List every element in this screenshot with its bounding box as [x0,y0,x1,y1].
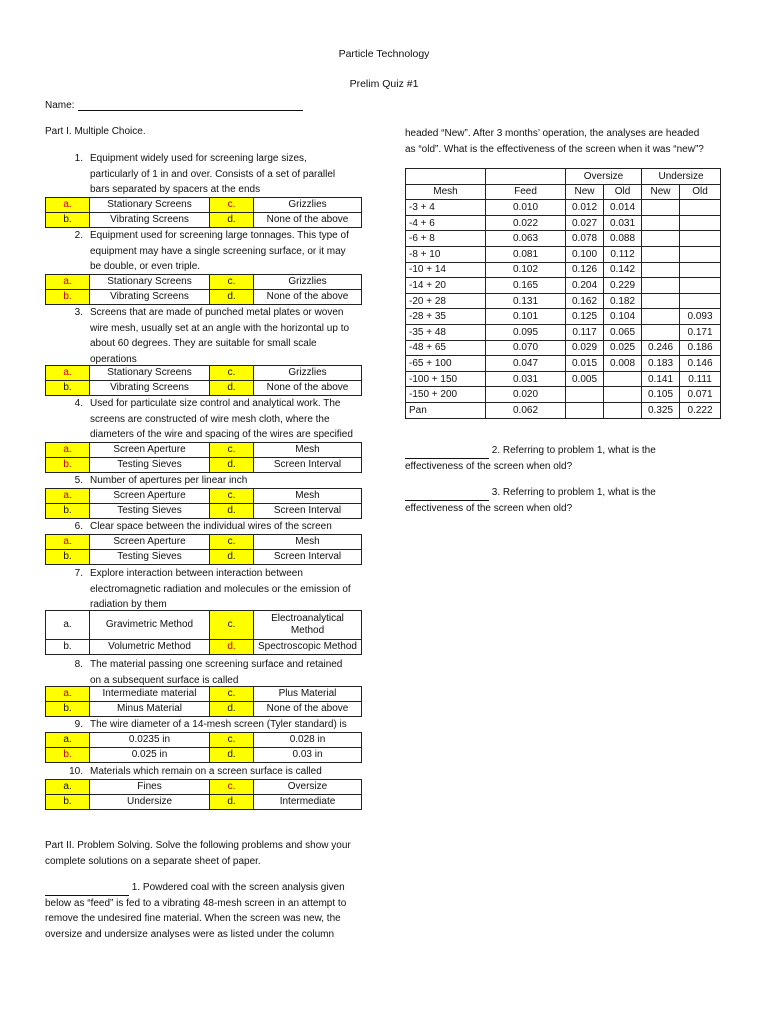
table-row [406,340,721,356]
undersize-new-header: New [642,184,680,200]
option-a[interactable]: a. [46,780,90,795]
option-d[interactable]: d. [210,795,254,810]
mesh-cell: -6 + 8 [406,231,486,247]
question-7: 7. Explore interaction between interaction between electromagnetic radiation and molecules or the emission of radiation by them [74,568,351,610]
value-cell: 0.229 [604,278,642,294]
mesh-cell: -48 + 65 [406,340,486,356]
option-c[interactable]: c. [210,535,254,550]
option-b[interactable]: b. [46,748,90,763]
value-cell: 0.065 [604,324,642,340]
option-a-text: Screen Aperture [90,489,210,504]
question-4-options [45,442,362,473]
option-b[interactable]: b. [46,381,90,396]
answer-blank-1[interactable] [45,885,129,896]
option-c[interactable]: c. [210,489,254,504]
answer-blank-3[interactable] [405,490,489,501]
question-9: 9. The wire diameter of a 14-mesh screen (Tyler standard) is [74,719,347,730]
mesh-cell: -14 + 20 [406,278,486,294]
value-cell: 0.022 [486,215,566,231]
option-c-text: Mesh [254,489,362,504]
problem-1-continued: headed “New”. After 3 months’ operation, the analyses are headed as “old”. What is the effectiveness of the screen when it was “new”? [405,128,704,155]
question-2-options [45,274,362,305]
option-a[interactable]: a. [46,687,90,702]
value-cell [680,215,721,231]
value-cell: 0.088 [604,231,642,247]
mesh-cell: -65 + 100 [406,356,486,372]
option-d-text: Intermediate [254,795,362,810]
value-cell: 0.125 [566,309,604,325]
table-row [406,246,721,262]
value-cell [680,278,721,294]
question-5: 5. Number of apertures per linear inch [74,475,248,486]
option-c-text: Grizzlies [254,275,362,290]
option-d[interactable]: d. [210,381,254,396]
value-cell: 0.025 [604,340,642,356]
table-row [406,262,721,278]
option-c[interactable]: c. [210,780,254,795]
table-column-header-row [406,184,721,200]
option-c[interactable]: c. [210,275,254,290]
option-a[interactable]: a. [46,443,90,458]
value-cell: 0.131 [486,293,566,309]
oversize-old-header: Old [604,184,642,200]
option-a-text: Gravimetric Method [90,611,210,640]
option-b[interactable]: b. [46,458,90,473]
option-c-text: Plus Material [254,687,362,702]
option-d-text: None of the above [254,290,362,305]
part1-heading: Part I. Multiple Choice. [45,126,146,137]
mesh-cell: -35 + 48 [406,324,486,340]
option-c-text: Grizzlies [254,366,362,381]
value-cell: 0.005 [566,371,604,387]
table-group-header-row [406,169,721,185]
oversize-new-header: New [566,184,604,200]
option-d[interactable]: d. [210,640,254,655]
value-cell: 0.105 [642,387,680,403]
option-b[interactable]: b. [46,550,90,565]
value-cell: 0.186 [680,340,721,356]
option-d[interactable]: d. [210,290,254,305]
mesh-cell: -10 + 14 [406,262,486,278]
value-cell [680,293,721,309]
option-a-text: Screen Aperture [90,443,210,458]
undersize-old-header: Old [680,184,721,200]
value-cell: 0.162 [566,293,604,309]
question-9-options [45,732,362,763]
option-d-text: None of the above [254,702,362,717]
value-cell [680,231,721,247]
value-cell: 0.063 [486,231,566,247]
option-c[interactable]: c. [210,611,254,640]
value-cell: 0.325 [642,402,680,418]
option-a[interactable]: a. [46,275,90,290]
table-row [406,215,721,231]
value-cell [642,324,680,340]
question-8-options [45,686,362,717]
option-c[interactable]: c. [210,366,254,381]
option-b-text: 0.025 in [90,748,210,763]
option-c-text: Mesh [254,443,362,458]
option-b-text: Undersize [90,795,210,810]
option-a[interactable]: a. [46,733,90,748]
oversize-header: Oversize [566,169,642,185]
question-10: 10. Materials which remain on a screen surface is called [69,766,322,777]
table-row [406,231,721,247]
value-cell [680,262,721,278]
value-cell: 0.095 [486,324,566,340]
option-d[interactable]: d. [210,702,254,717]
undersize-header: Undersize [642,169,721,185]
value-cell [604,387,642,403]
option-b-text: Volumetric Method [90,640,210,655]
option-b[interactable]: b. [46,795,90,810]
value-cell: 0.117 [566,324,604,340]
value-cell: 0.027 [566,215,604,231]
value-cell: 0.012 [566,200,604,216]
option-c-text: Mesh [254,535,362,550]
option-b-text: Vibrating Screens [90,290,210,305]
feed-header: Feed [486,184,566,200]
value-cell: 0.008 [604,356,642,372]
option-a-text: Stationary Screens [90,198,210,213]
option-c-text: Oversize [254,780,362,795]
option-a-text: Screen Aperture [90,535,210,550]
mesh-header: Mesh [406,184,486,200]
value-cell: 0.029 [566,340,604,356]
option-b-text: Vibrating Screens [90,213,210,228]
option-c-text: 0.028 in [254,733,362,748]
question-3: 3. Screens that are made of punched metal plates or woven wire mesh, usually set at an angle with the horizontal up to about 60 degrees. They are suitable for small scale operations [74,307,350,365]
mesh-cell: -28 + 35 [406,309,486,325]
option-b-text: Testing Sieves [90,550,210,565]
question-8: 8. The material passing one screening surface and retained on a subsequent surface is called [74,659,343,686]
mesh-cell: -100 + 150 [406,371,486,387]
option-d-text: None of the above [254,381,362,396]
option-a[interactable]: a. [46,198,90,213]
option-b-text: Vibrating Screens [90,381,210,396]
option-b-text: Minus Material [90,702,210,717]
option-b[interactable]: b. [46,702,90,717]
value-cell: 0.183 [642,356,680,372]
option-b-text: Testing Sieves [90,504,210,519]
screen-analysis-table [405,168,721,419]
value-cell: 0.014 [604,200,642,216]
value-cell: 0.246 [642,340,680,356]
value-cell: 0.081 [486,246,566,262]
value-cell [642,278,680,294]
mesh-cell: -20 + 28 [406,293,486,309]
value-cell [604,402,642,418]
value-cell [604,371,642,387]
value-cell [680,246,721,262]
name-field[interactable] [45,100,303,111]
value-cell [642,309,680,325]
value-cell: 0.100 [566,246,604,262]
value-cell [642,293,680,309]
value-cell: 0.010 [486,200,566,216]
option-c-text: Grizzlies [254,198,362,213]
question-1: 1. Equipment widely used for screening large sizes, particularly of 1 in and over. Consists of a set of parallel bars separated by spacers at the ends [74,153,336,195]
value-cell: 0.104 [604,309,642,325]
table-row [406,356,721,372]
option-c[interactable]: c. [210,198,254,213]
question-6-options [45,534,362,565]
name-label: Name: [45,100,75,111]
value-cell: 0.171 [680,324,721,340]
value-cell: 0.146 [680,356,721,372]
answer-blank-2[interactable] [405,448,489,459]
option-a[interactable]: a. [46,535,90,550]
option-a-text: Stationary Screens [90,275,210,290]
value-cell: 0.020 [486,387,566,403]
value-cell [642,246,680,262]
option-b[interactable]: b. [46,504,90,519]
table-row [406,371,721,387]
value-cell [642,262,680,278]
mesh-cell: -8 + 10 [406,246,486,262]
option-d-text: None of the above [254,213,362,228]
option-a-text: Fines [90,780,210,795]
value-cell: 0.182 [604,293,642,309]
mesh-cell: Pan [406,402,486,418]
option-d-text: 0.03 in [254,748,362,763]
value-cell: 0.031 [486,371,566,387]
part2-instructions: Part II. Problem Solving. Solve the following problems and show your complete solutions on a separate sheet of paper. [45,840,351,867]
option-d[interactable]: d. [210,504,254,519]
value-cell: 0.142 [604,262,642,278]
option-b-text: Testing Sieves [90,458,210,473]
option-d-text: Spectroscopic Method [254,640,362,655]
table-row [406,278,721,294]
document-title: Particle Technology [338,48,430,60]
mesh-cell: -3 + 4 [406,200,486,216]
option-a-text: Intermediate material [90,687,210,702]
table-row [406,387,721,403]
mesh-cell: -150 + 200 [406,387,486,403]
value-cell: 0.126 [566,262,604,278]
table-row [406,324,721,340]
problem-3-text: 3. Referring to problem 1, what is the effectiveness of the screen when old? [405,487,656,514]
table-row [406,402,721,418]
option-a-text: 0.0235 in [90,733,210,748]
mesh-cell: -4 + 6 [406,215,486,231]
value-cell [642,200,680,216]
question-10-options [45,779,362,810]
option-c[interactable]: c. [210,443,254,458]
question-3-options [45,365,362,396]
value-cell: 0.141 [642,371,680,387]
value-cell: 0.165 [486,278,566,294]
option-b[interactable]: b. [46,640,90,655]
option-d[interactable]: d. [210,458,254,473]
option-a[interactable]: a. [46,489,90,504]
value-cell: 0.111 [680,371,721,387]
value-cell: 0.071 [680,387,721,403]
option-b[interactable]: b. [46,290,90,305]
value-cell: 0.204 [566,278,604,294]
option-d[interactable]: d. [210,550,254,565]
value-cell: 0.078 [566,231,604,247]
value-cell [566,402,604,418]
value-cell [566,387,604,403]
value-cell: 0.101 [486,309,566,325]
problem-1-text: 1. Powdered coal with the screen analysis given below as “feed” is fed to a vibrating 48-mesh screen in an attempt to remove the undesired fine material. When the screen was new, the oversize and undersize analyses were as listed under the column [45,882,347,940]
value-cell: 0.102 [486,262,566,278]
question-2: 2. Equipment used for screening large tonnages. This type of equipment may have a single screening surface, or it may be double, or even triple. [74,230,349,272]
table-row [406,293,721,309]
option-c-text: Electroanalytical Method [254,611,362,640]
quiz-title: Prelim Quiz #1 [349,78,419,90]
option-d[interactable]: d. [210,748,254,763]
value-cell: 0.047 [486,356,566,372]
question-5-options [45,488,362,519]
problem-2-text: 2. Referring to problem 1, what is the effectiveness of the screen when old? [405,445,656,472]
value-cell: 0.112 [604,246,642,262]
question-1-options [45,197,362,228]
option-a[interactable]: a. [46,611,90,640]
table-row [406,200,721,216]
option-c[interactable]: c. [210,733,254,748]
value-cell: 0.031 [604,215,642,231]
value-cell: 0.093 [680,309,721,325]
value-cell: 0.015 [566,356,604,372]
value-cell: 0.062 [486,402,566,418]
option-d-text: Screen Interval [254,458,362,473]
table-row [406,309,721,325]
question-4: 4. Used for particulate size control and analytical work. The screens are constructed of wire mesh cloth, where the diameters of the wire and spacing of the wires are specified [74,398,353,440]
question-7-options [45,610,362,655]
option-b[interactable]: b. [46,213,90,228]
value-cell [642,231,680,247]
value-cell [642,215,680,231]
value-cell [680,200,721,216]
option-c[interactable]: c. [210,687,254,702]
question-6: 6. Clear space between the individual wires of the screen [74,521,332,532]
value-cell: 0.070 [486,340,566,356]
value-cell: 0.222 [680,402,721,418]
name-blank-line[interactable] [78,100,303,111]
option-d[interactable]: d. [210,213,254,228]
option-d-text: Screen Interval [254,550,362,565]
option-a[interactable]: a. [46,366,90,381]
option-d-text: Screen Interval [254,504,362,519]
option-a-text: Stationary Screens [90,366,210,381]
